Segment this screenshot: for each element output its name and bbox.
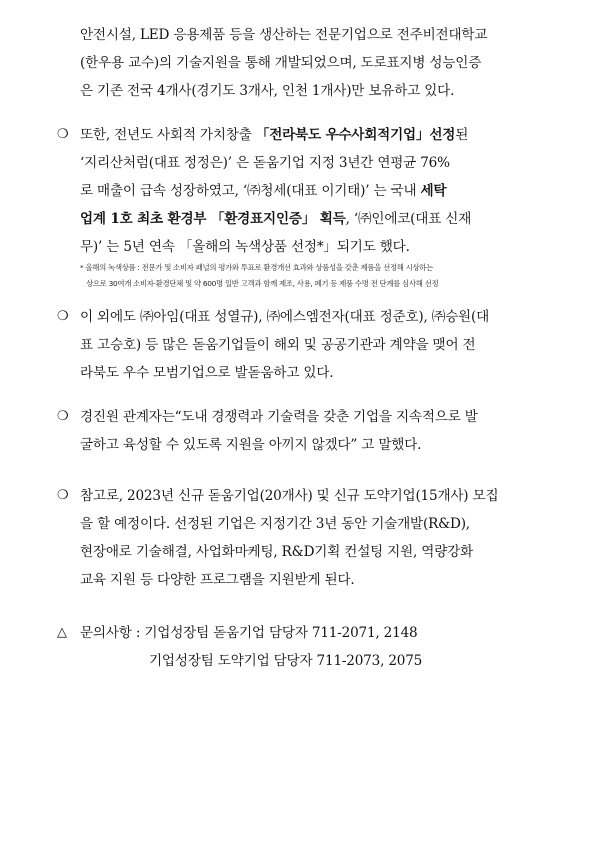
- contact-line-1: 문의사항 : 기업성장팀 돋움기업 담당자 711-2071, 2148: [80, 625, 418, 641]
- bullet-icon: ❍: [57, 488, 69, 503]
- contact-line-2: 기업성장팀 도약기업 담당자 711-2073, 2075: [149, 653, 423, 669]
- para1-bold: 세탁: [420, 183, 447, 199]
- para4-line-3: 현장애로 기술해결, 사업화마케팅, R&D기획 컨설팅 지원, 역량강화: [80, 544, 474, 560]
- intro-line-2: (한우용 교수)의 기술지원을 통해 개발되었으며, 도로표지병 성능인증: [80, 55, 482, 71]
- bullet-icon: ❍: [57, 127, 69, 142]
- bullet-icon: ❍: [57, 409, 69, 424]
- para1-text: , ‘㈜인에코(대표 신재: [345, 211, 472, 227]
- para1-text: 또한, 전년도 사회적 가치창출: [80, 127, 256, 143]
- para3-line-1: 경진원 관계자는“도내 경쟁력과 기술력을 갖춘 기업을 지속적으로 발: [80, 409, 478, 425]
- para4-line-2: 을 할 예정이다. 선정된 기업은 지정기간 3년 동안 기술개발(R&D),: [80, 516, 470, 532]
- para2-line-1: 이 외에도 ㈜아임(대표 성열규), ㈜에스엠전자(대표 정준호), ㈜승원(대: [80, 309, 490, 325]
- para3-line-2: 굴하고 육성할 수 있도록 지원을 아끼지 않겠다” 고 말했다.: [80, 437, 422, 453]
- bullet-icon: ❍: [57, 309, 69, 324]
- para1-line-3: [80, 182, 446, 200]
- intro-line-3: 은 기존 전국 4개사(경기도 3개사, 인천 1개사)만 보유하고 있다.: [80, 83, 455, 99]
- para1-line-1: [80, 126, 468, 144]
- para1-text: 된: [455, 127, 469, 143]
- para4-line-1: 참고로, 2023년 신규 돋움기업(20개사) 및 신규 도약기업(15개사) 모집: [80, 488, 499, 504]
- para1-line-5: 무)’ 는 5년 연속 「올해의 녹색상품 선정*」되기도 했다.: [80, 239, 410, 255]
- intro-line-1: 안전시설, LED 응용제품 등을 생산하는 전문기업으로 전주비전대학교: [80, 27, 488, 43]
- para2-line-3: 라북도 우수 모범기업으로 발돋움하고 있다.: [80, 365, 334, 381]
- para1-bold: 업계 1호 최초 환경부 「환경표지인증」 획득: [80, 211, 346, 227]
- para4-line-4: 교육 지원 등 다양한 프로그램을 지원받게 된다.: [80, 572, 355, 588]
- footnote-line-2: 상으로 30여개 소비자·환경단체 및 약 600명 일반 고객과 함께 제조, 사용, 폐기 등 제품 수명 전 단계를 심사해 선정: [86, 279, 439, 288]
- para1-line-4: [80, 210, 471, 228]
- triangle-icon: △: [57, 625, 67, 640]
- para1-text: 로 매출이 급속 성장하였고, ‘㈜청세(대표 이기태)’ 는 국내: [80, 183, 421, 199]
- para2-line-2: 표 고승호) 등 많은 돋움기업들이 해외 및 공공기관과 계약을 맺어 전: [80, 337, 476, 353]
- para1-bold: 「전라북도 우수사회적기업」선정: [255, 127, 456, 143]
- para1-line-2: ‘지리산처럼(대표 정정은)’ 은 돋움기업 지정 3년간 연평균 76%: [80, 155, 450, 171]
- footnote-line-1: * 올해의 녹색상품 : 전문가 및 소비자 패널의 평가와 투표로 환경개선 효과와 상품성을 갖춘 제품을 선정해 시상하는: [80, 263, 433, 272]
